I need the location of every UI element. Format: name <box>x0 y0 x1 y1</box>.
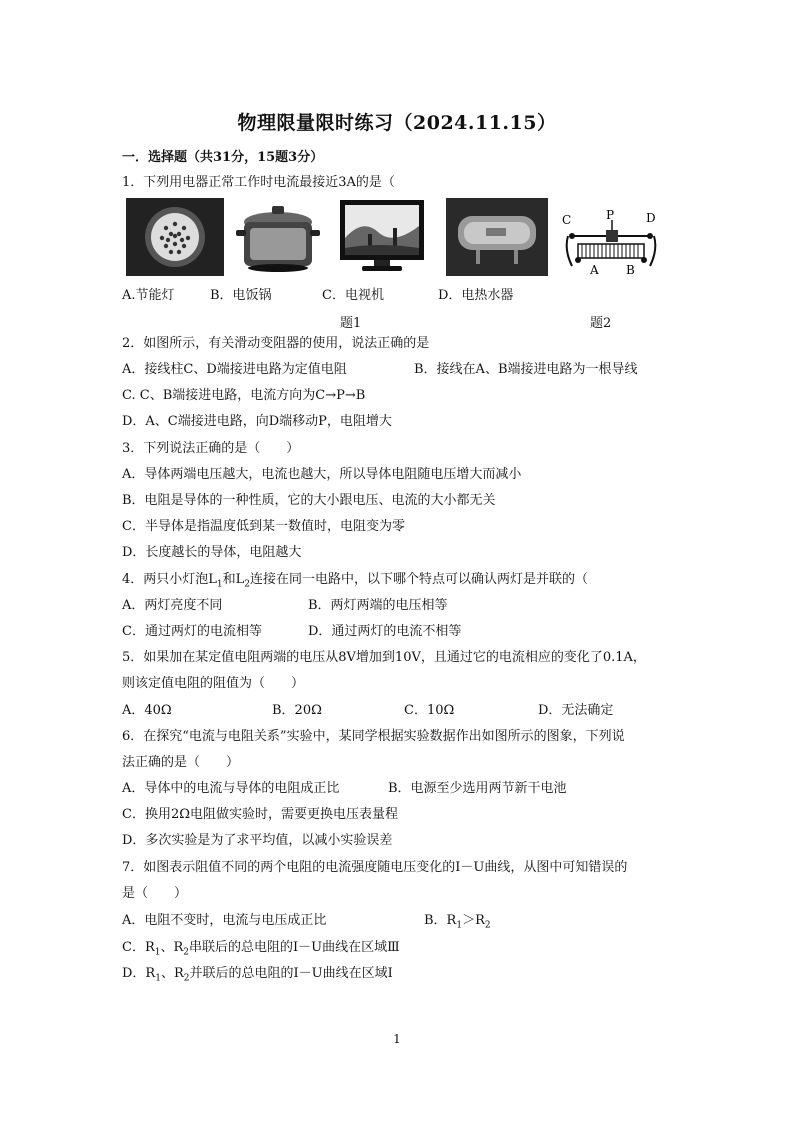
energy-saving-lamp-image <box>126 198 224 276</box>
q3-option-d: D．长度越长的导体，电阻越大 <box>122 545 302 560</box>
question-1-stem: 1．下列用电器正常工作时电流最接近3A的是（ <box>122 175 395 190</box>
q4-subscript-1: 1 <box>216 579 223 590</box>
question-6-stem-line-1: 6．在探究“电流与电阻关系”实验中，某同学根据实验数据作出如图所示的图象，下列说 <box>122 729 625 744</box>
question-5-stem-line-1: 5．如果加在某定值电阻两端的电压从8V增加到10V，且通过它的电流相应的变化了0.1A， <box>122 650 646 665</box>
question-7-stem-line-2: 是（ ） <box>122 886 188 901</box>
question-5-stem-line-2: 则该定值电阻的阻值为（ ） <box>122 676 305 691</box>
q6-option-b: B．电源至少选用两节新干电池 <box>388 781 567 796</box>
q7-d-sub-2: 2 <box>183 973 190 984</box>
q2-option-d: D．A、C端接进电路，向D端移动P，电阻增大 <box>122 414 392 429</box>
q1-option-a: A.节能灯 <box>122 288 175 303</box>
q5-option-a: A．40Ω <box>122 703 172 718</box>
q7-c-sub-2: 2 <box>183 947 190 958</box>
q4-subscript-2: 2 <box>244 579 251 590</box>
q5-option-c: C．10Ω <box>404 703 455 718</box>
q6-option-c: C．换用2Ω电阻做实验时，需要更换电压表量程 <box>122 807 398 822</box>
q6-option-d: D．多次实验是为了求平均值，以减小实验误差 <box>122 833 393 848</box>
q3-option-c: C．半导体是指温度低到某一数值时，电阻变为零 <box>122 519 405 534</box>
q4-option-c: C．通过两灯的电流相等 <box>122 624 262 639</box>
q7-b-sub-1: 1 <box>456 920 463 931</box>
q4-stem-part-b: 和L <box>222 572 245 587</box>
section-heading: 一．选择题（共31分，15题3分） <box>122 150 324 165</box>
q1-option-b: B．电饭锅 <box>210 288 272 303</box>
q7-option-c <box>122 940 400 961</box>
q2-option-b: B．接线在A、B端接进电路为一根导线 <box>414 362 638 377</box>
q1-option-d: D．电热水器 <box>438 288 514 303</box>
figure-caption-2: 题2 <box>590 316 612 331</box>
q3-option-a: A．导体两端电压越大，电流也越大，所以导体电阻随电压增大而减小 <box>122 467 522 482</box>
q5-option-b: B．20Ω <box>272 703 322 718</box>
television-image <box>338 198 426 276</box>
q7-b-part-b: ＞R <box>462 913 485 928</box>
rheostat-label-b: B <box>626 263 635 277</box>
q7-option-d <box>122 966 393 987</box>
q7-b-sub-2: 2 <box>484 920 491 931</box>
q7-option-a: A．电阻不变时，电流与电压成正比 <box>122 913 327 928</box>
q4-option-b: B．两灯两端的电压相等 <box>308 598 448 613</box>
page-title: 物理限量限时练习（2024.11.15） <box>237 112 557 134</box>
rice-cooker-image <box>232 200 324 276</box>
q2-option-a: A．接线柱C、D端接进电路为定值电阻 <box>122 362 347 377</box>
q1-option-c: C．电视机 <box>322 288 384 303</box>
q7-d-part-b: 、R <box>160 966 184 981</box>
q5-option-d: D．无法确定 <box>538 703 614 718</box>
q7-b-part-a: B．R <box>424 913 457 928</box>
q7-c-sub-1: 1 <box>154 947 161 958</box>
rheostat-label-a: A <box>590 263 599 277</box>
q3-option-b: B．电阻是导体的一种性质，它的大小跟电压、电流的大小都无关 <box>122 493 496 508</box>
q7-option-b <box>424 913 491 934</box>
question-2-stem: 2．如图所示，有关滑动变阻器的使用，说法正确的是 <box>122 336 430 351</box>
page-number: 1 <box>393 1032 401 1046</box>
q2-option-c: C. C、B端接进电路，电流方向为C→P→B <box>122 388 366 403</box>
q4-stem-part-c: 连接在同一电路中，以下哪个特点可以确认两灯是并联的（ <box>250 572 589 587</box>
rheostat-label-p: P <box>606 210 615 222</box>
q7-d-part-a: D．R <box>122 966 156 981</box>
q7-c-part-a: C．R <box>122 940 155 955</box>
q4-stem-part-a: 4．两只小灯泡L <box>122 572 217 587</box>
q6-option-a: A．导体中的电流与导体的电阻成正比 <box>122 781 340 796</box>
question-3-stem: 3．下列说法正确的是（ ） <box>122 441 300 456</box>
q7-c-part-b: 、R <box>160 940 184 955</box>
q7-c-part-c: 串联后的总电阻的I－U曲线在区域Ⅲ <box>189 940 400 955</box>
q4-option-a: A．两灯亮度不同 <box>122 598 223 613</box>
rheostat-label-d: D <box>646 211 656 225</box>
q4-option-d: D．通过两灯的电流不相等 <box>308 624 462 639</box>
water-heater-image <box>446 198 548 276</box>
q7-d-sub-1: 1 <box>155 973 161 984</box>
q7-d-part-c: 并联后的总电阻的I－U曲线在区域Ⅰ <box>189 966 393 981</box>
rheostat-label-c: C <box>562 213 572 227</box>
figure-caption-1: 题1 <box>340 316 362 331</box>
question-4-stem <box>122 572 588 593</box>
question-7-stem-line-1: 7．如图表示阻值不同的两个电阻的电流强度随电压变化的I－U曲线，从图中可知错误的 <box>122 860 628 875</box>
sliding-rheostat-diagram <box>560 210 662 278</box>
question-6-stem-line-2: 法正确的是（ ） <box>122 755 240 770</box>
